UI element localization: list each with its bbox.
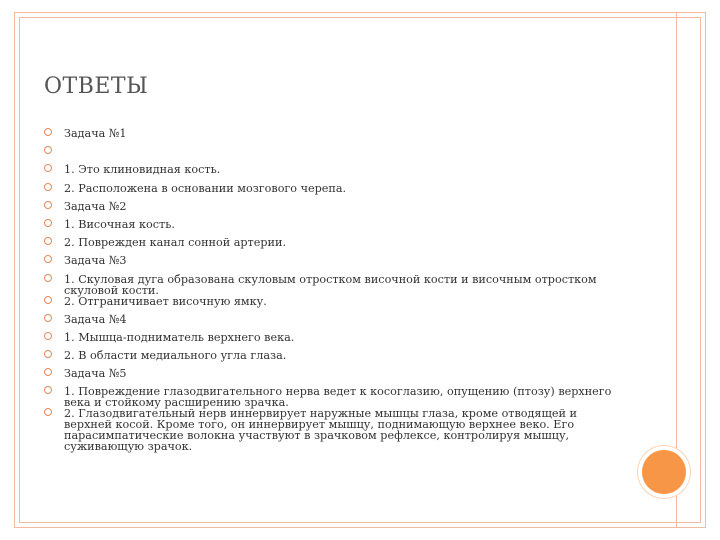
list-item-text: 1. Повреждение глазодвигательного нерва ведет к косоглазию, опущению (птозу) верхнего века и стойкому расширению зрачка. (64, 385, 612, 410)
right-vertical-rule (676, 12, 677, 528)
list-item-text: Задача №4 (64, 312, 127, 326)
slide-title: ОТВЕТЫ (44, 74, 149, 99)
list-item (44, 296, 624, 314)
bullet-circle-icon (44, 296, 52, 304)
list-item (44, 164, 624, 182)
list-item (44, 183, 624, 201)
list-item-text: 2. Отграничивает височную ямку. (64, 294, 267, 308)
list-item (44, 255, 624, 273)
list-item (44, 332, 624, 350)
bullet-circle-icon (44, 183, 52, 191)
list-item-text: Задача №5 (64, 367, 127, 381)
bullet-circle-icon (44, 128, 52, 136)
list-item (44, 128, 624, 146)
list-item-text: 1. Это клиновидная кость. (64, 163, 221, 177)
list-item (44, 237, 624, 255)
bullet-circle-icon (44, 255, 52, 263)
list-item-text: 1. Височная кость. (64, 217, 175, 231)
list-item-text: 2. В области медиального угла глаза. (64, 349, 287, 363)
list-item-text: 1. Скуловая дуга образована скуловым отростком височной кости и височным отростком скуловой кости. (64, 272, 597, 297)
list-item-text: Задача №1 (64, 127, 127, 140)
list-item-text: Задача №3 (64, 254, 127, 268)
bullet-circle-icon (44, 164, 52, 172)
bullet-circle-icon (44, 237, 52, 245)
list-item-text: 2. Глазодвигательный нерв иннервирует наружные мышцы глаза, кроме отводящей и верхней косой. Кроме того, он иннервирует мышцу, поднимающую верхнее веко. Его парасимпатические волокна участвуют в зрачковом рефлексе, контролируя мышцу, суживающую зрачок. (64, 407, 577, 454)
bullet-circle-icon (44, 408, 52, 416)
list-item (44, 368, 624, 386)
list-item (44, 408, 624, 452)
accent-circle (642, 450, 686, 494)
bullet-circle-icon (44, 350, 52, 358)
bullet-circle-icon (44, 386, 52, 394)
list-item-text: 2. Поврежден канал сонной артерии. (64, 236, 287, 250)
bullet-circle-icon (44, 332, 52, 340)
bullet-circle-icon (44, 368, 52, 376)
list-item (44, 274, 624, 296)
bullet-circle-icon (44, 314, 52, 322)
list-item (44, 146, 624, 164)
bullet-circle-icon (44, 219, 52, 227)
list-item (44, 314, 624, 332)
bullet-circle-icon (44, 146, 52, 154)
list-item-text: 1. Мышца-подниматель верхнего века. (64, 330, 295, 344)
list-item (44, 350, 624, 368)
answers-list (44, 128, 624, 452)
list-item-text: Задача №2 (64, 199, 127, 213)
list-item (44, 219, 624, 237)
list-item (44, 201, 624, 219)
bullet-circle-icon (44, 274, 52, 282)
bullet-circle-icon (44, 201, 52, 209)
list-item (44, 386, 624, 408)
list-item-text: 2. Расположена в основании мозгового черепа. (64, 181, 347, 195)
